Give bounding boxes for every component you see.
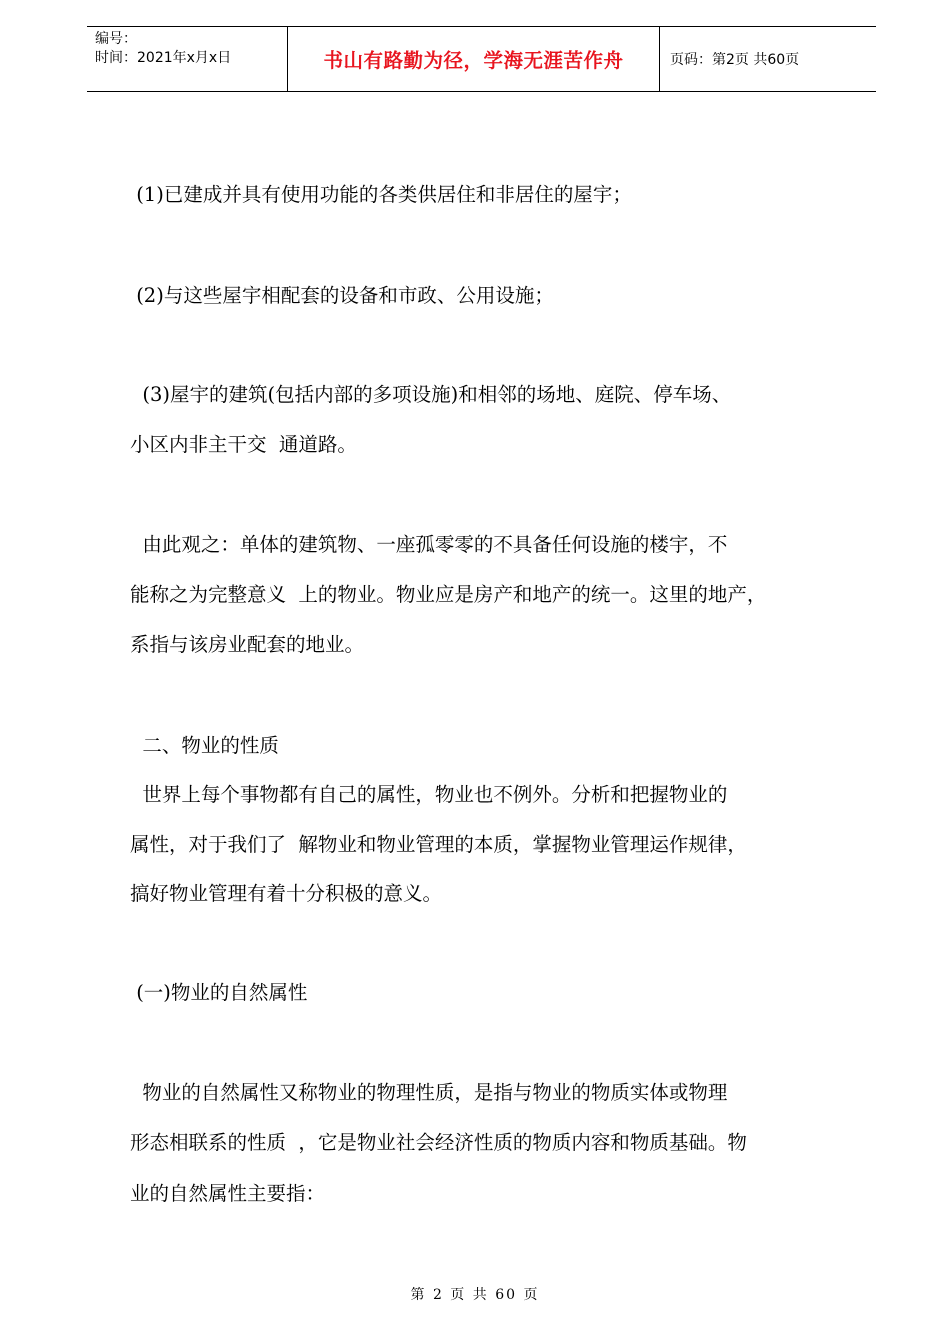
section-heading: 二、物业的性质 <box>130 734 279 757</box>
body-line: 系指与该房业配套的地业。 <box>130 633 365 656</box>
body-line: 世界上每个事物都有自己的属性，物业也不例外。分析和把握物业的 <box>130 783 728 806</box>
header-page-info: 页码：第2页 共60页 <box>670 52 800 68</box>
body-line: 物业的自然属性又称物业的物理性质，是指与物业的物质实体或物理 <box>130 1081 728 1104</box>
body-line: 搞好物业管理有着十分积极的意义。 <box>130 882 443 905</box>
header-motto: 书山有路勤为径，学海无涯苦作舟 <box>323 49 624 72</box>
body-line: 业的自然属性主要指： <box>130 1182 326 1205</box>
body-line: 由此观之：单体的建筑物、一座孤零零的不具备任何设施的楼宇，不 <box>130 533 728 556</box>
body-line: 能称之为完整意义 上的物业。物业应是房产和地产的统一。这里的地产， <box>130 583 767 606</box>
header-motto-cell <box>287 27 660 91</box>
body-line: (2)与这些屋宇相配套的设备和市政、公用设施； <box>130 284 554 307</box>
document-number-label: 编号： <box>95 31 137 47</box>
page-header <box>87 26 876 92</box>
document-time-label: 时间：2021年x月x日 <box>95 50 232 66</box>
body-line: 属性，对于我们了 解物业和物业管理的本质，掌握物业管理运作规律， <box>130 833 747 856</box>
subsection-heading: (一)物业的自然属性 <box>130 981 308 1004</box>
body-line: (3)屋宇的建筑(包括内部的多项设施)和相邻的场地、庭院、停车场、 <box>130 383 732 406</box>
body-line: 小区内非主干交 通道路。 <box>130 433 357 456</box>
body-line: (1)已建成并具有使用功能的各类供居住和非居住的屋宇； <box>130 183 632 206</box>
body-line: 形态相联系的性质 ，它是物业社会经济性质的物质内容和物质基础。物 <box>130 1131 747 1154</box>
header-meta <box>87 27 287 91</box>
page-footer: 第 2 页 共 60 页 <box>410 1287 540 1303</box>
